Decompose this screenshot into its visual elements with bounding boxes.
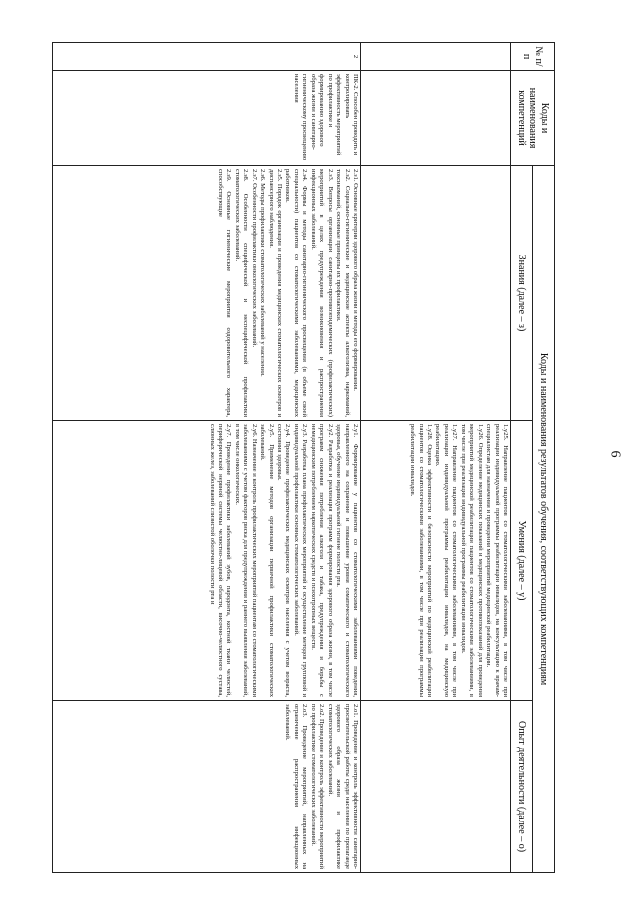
header-row-1 xyxy=(533,43,555,873)
table-row xyxy=(53,43,361,873)
rotated-table-wrapper xyxy=(25,42,555,872)
row-experience xyxy=(53,701,361,873)
header-knowledge: Знания (далее – з) xyxy=(511,166,533,421)
header-codes: Коды и наименования компетенций xyxy=(511,71,555,166)
cell-paragraph: 2.з3. Вопросы организации санитарно-противоэпидемических (профилактических) мероприятий в целях предупреждения возникновения и распространения инфекционных заболеваний. xyxy=(309,169,334,417)
cell-paragraph: 1.у25. Направление пациентов со стоматологическими заболеваниями, в том числе при реализации индивидуальной программы реабилитации инвалидов, на консультацию к врачам-специалистам для назначения и проведения мероприятий медицинской реабилитации. xyxy=(485,424,509,697)
cell-paragraph: 2.у4. Проведение профилактических медицинских осмотров населения с учетом возраста, состояния здоровья. xyxy=(276,424,292,697)
cell-paragraph: 2.з8. Особенности специфической и неспецифической профилактики стоматологических заболеваний. xyxy=(233,169,250,417)
row-experience xyxy=(361,701,511,873)
row-number xyxy=(361,43,511,71)
cell-paragraph: 2.у1. Формирование у пациентов со стоматологическими заболеваниями поведения, направленного на сохранение и повышение уровня соматического и стоматологического здоровья, обучение индивидуальной гигиене полости рта. xyxy=(335,424,359,697)
cell-paragraph: 2.у2. Разработка и реализация программ формирования здорового образа жизни, в том числе программ снижения потребления алкоголя и табака, предупреждения и борьбы с немедицинским потреблением наркотических средств и психотропных веществ. xyxy=(309,424,334,697)
page-number: 6 xyxy=(607,450,623,458)
cell-paragraph: 2.з7. Особенности профилактики онкологических заболеваний. xyxy=(250,169,258,348)
header-number: № п/п xyxy=(511,43,555,71)
table-row xyxy=(361,43,511,873)
competence-table xyxy=(52,42,555,873)
cell-paragraph: 1.у27. Направление пациентов со стоматологическими заболеваниями, в том числе при реализации индивидуальной программы реабилитации инвалидов, на медицинскую реабилитацию. xyxy=(434,424,459,697)
row-number: 2 xyxy=(53,43,361,71)
header-results-group: Коды и наименования результатов обучения, соответствующих компетенциям xyxy=(533,166,555,873)
cell-paragraph: 2.з6. Методы профилактики стоматологических заболеваний у населения. xyxy=(259,169,267,377)
cell-paragraph: 2.з9. Основные гигиенические мероприятия оздоровительного характера, способствующие xyxy=(217,169,233,417)
row-skills xyxy=(53,421,361,701)
cell-paragraph: 2.о1. Проведение и контроль эффективности санитарно-просветительской работы среди населения по пропаганде здорового образа жизни и профилактике стоматологических заболеваний. xyxy=(326,704,359,869)
cell-paragraph: 2.у5. Применение методов организации первичной профилактики стоматологических заболеваний. xyxy=(259,424,275,697)
row-skills xyxy=(361,421,511,701)
cell-paragraph: 2.о2. Проведение и контроль эффективности мероприятий по профилактике стоматологических заболеваний. xyxy=(309,704,326,869)
cell-paragraph: 2.з4. Формы и методы санитарно-гигиенического просвещения (в объеме своей специальности) пациентов со стоматологическими заболеваниями, медицинских работников. xyxy=(284,169,309,417)
cell-paragraph: 2.з2. Социально-гигиенические и медицинские аспекты алкоголизма, наркоманий, токсикоманий, основные принципы их профилактики. xyxy=(335,169,351,417)
cell-paragraph: 1.у28. Оценка эффективности и безопасности мероприятий по медицинской реабилитации пациентов со стоматологическими заболеваниями, в том числе при реализации программы реабилитации инвалидов. xyxy=(409,424,434,697)
cell-paragraph: 2.о3. Проведение мероприятий, направленных на ограничение распространения инфекционных заболеваний. xyxy=(284,704,309,869)
cell-paragraph: 2.у7. Проведение профилактики заболеваний зубов, пародонта, костной ткани челюстей, периферической нервной системы челюстно-лицевой области, височно-челюстного сустава, слюнных желез, заболеваний слизистой оболочки полости рта и xyxy=(208,424,233,697)
row-competence xyxy=(361,71,511,166)
cell-paragraph: 2.у6. Назначение и контроль профилактических мероприятий пациентам со стоматологическими заболеваниями с учетом факторов риска для предупреждения и раннего выявления заболеваний, в том числе онкологических. xyxy=(233,424,258,697)
row-knowledge xyxy=(53,166,361,421)
header-row-2 xyxy=(511,43,533,873)
header-skills: Умения (далее – у) xyxy=(511,421,533,701)
header-experience: Опыт деятельности (далее – о) xyxy=(511,701,533,873)
row-competence: ПК-2. Способен проводить и контролировать эффективность мероприятий по профилактике и формированию здорового образа жизни и санитарно-гигиеническому просвещению населения xyxy=(53,71,361,166)
cell-paragraph: 2.з1. Основные критерии здорового образа жизни и методы его формирования. xyxy=(352,169,359,391)
row-knowledge xyxy=(361,166,511,421)
cell-paragraph: 2.у3. Разработка плана профилактических мероприятий и осуществление методов групповой и индивидуальной профилактики основных стоматологических заболеваний. xyxy=(292,424,309,697)
cell-paragraph: 1.у26. Определение медицинских показаний и медицинских противопоказаний для проведения мероприятий медицинской реабилитации пациентов со стоматологическими заболеваниями, в том числе при реализации индивидуальной программы реабилитации инвалидов. xyxy=(459,424,484,697)
cell-paragraph: 2.з5. Порядок организации и проведения медицинских стоматологических осмотров и диспансерного наблюдения. xyxy=(267,169,284,417)
